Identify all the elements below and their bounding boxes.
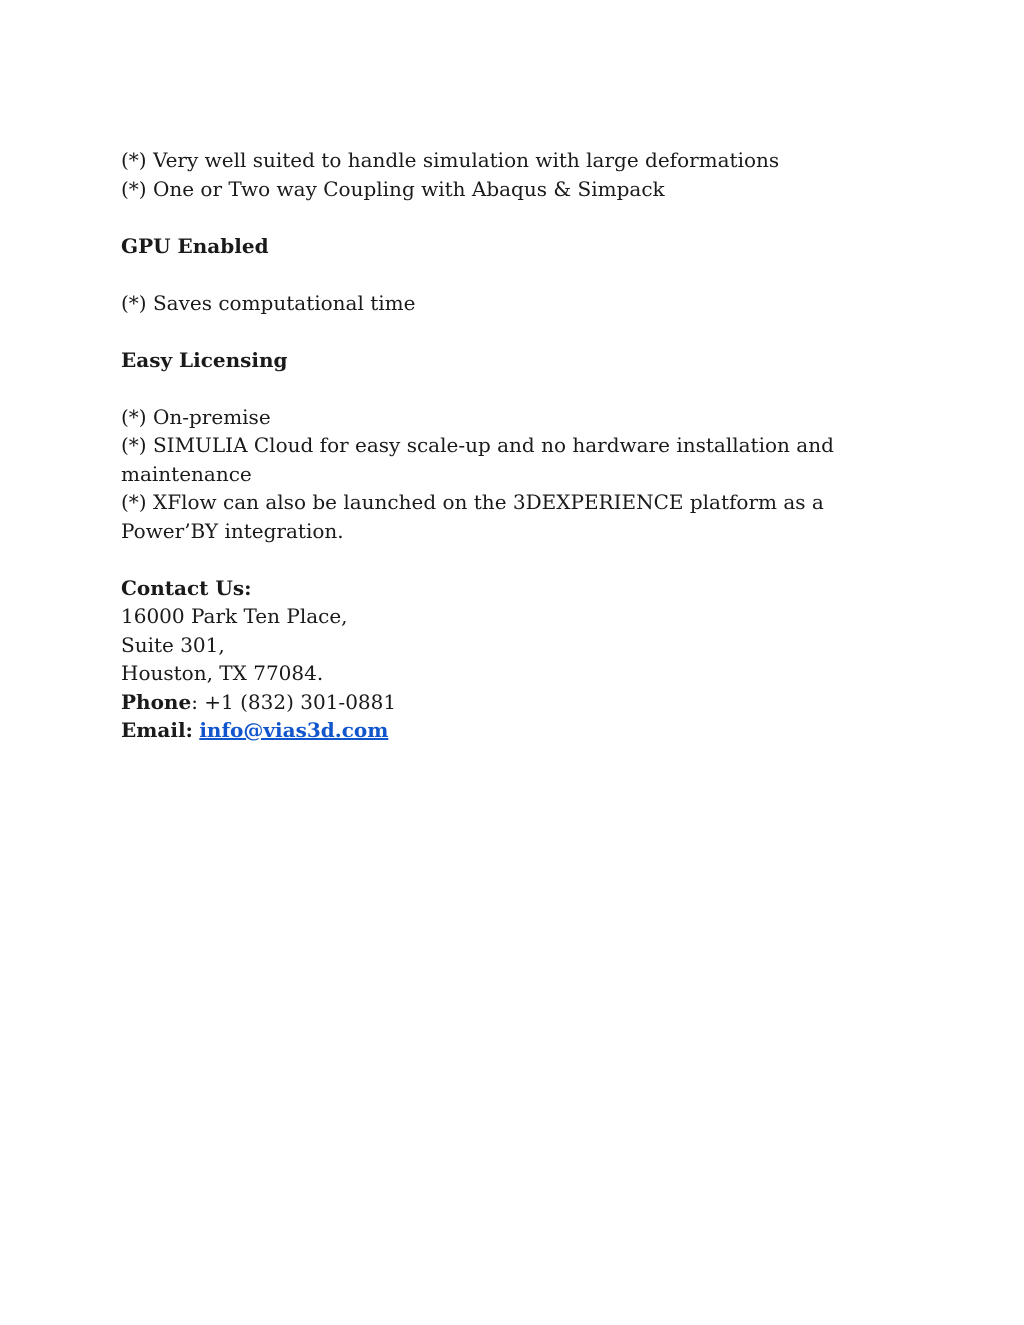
phone-label: Phone: [121, 689, 192, 714]
intro-bullet: (*) One or Two way Coupling with Abaqus & Simpack: [121, 176, 665, 201]
gpu-heading: GPU Enabled: [121, 233, 269, 258]
spacer: [121, 317, 911, 346]
document-body: [121, 146, 911, 745]
email-link[interactable]: info@vias3d.com: [199, 718, 389, 742]
spacer: [121, 545, 911, 574]
licensing-bullet: (*) SIMULIA Cloud for easy scale-up and no hardware installation and maintenance: [121, 433, 834, 486]
spacer: [121, 260, 911, 289]
phone-line: [121, 688, 911, 717]
spacer: [121, 203, 911, 232]
licensing-heading: Easy Licensing: [121, 347, 288, 372]
address-line: Houston, TX 77084.: [121, 661, 324, 685]
gpu-bullet: (*) Saves computational time: [121, 290, 416, 315]
licensing-bullet: (*) On-premise: [121, 404, 271, 429]
licensing-bullet: (*) XFlow can also be launched on the 3DEXPERIENCE platform as a Power’BY integration.: [121, 490, 824, 543]
email-line: [121, 716, 911, 745]
intro-bullet: (*) Very well suited to handle simulation with large deformations: [121, 148, 780, 172]
email-label: Email:: [121, 718, 193, 742]
phone-value: : +1 (832) 301-0881: [191, 689, 397, 714]
address-line: 16000 Park Ten Place,: [121, 604, 348, 628]
address-line: Suite 301,: [121, 632, 225, 657]
contact-heading: Contact Us:: [121, 575, 252, 600]
spacer: [121, 374, 911, 403]
